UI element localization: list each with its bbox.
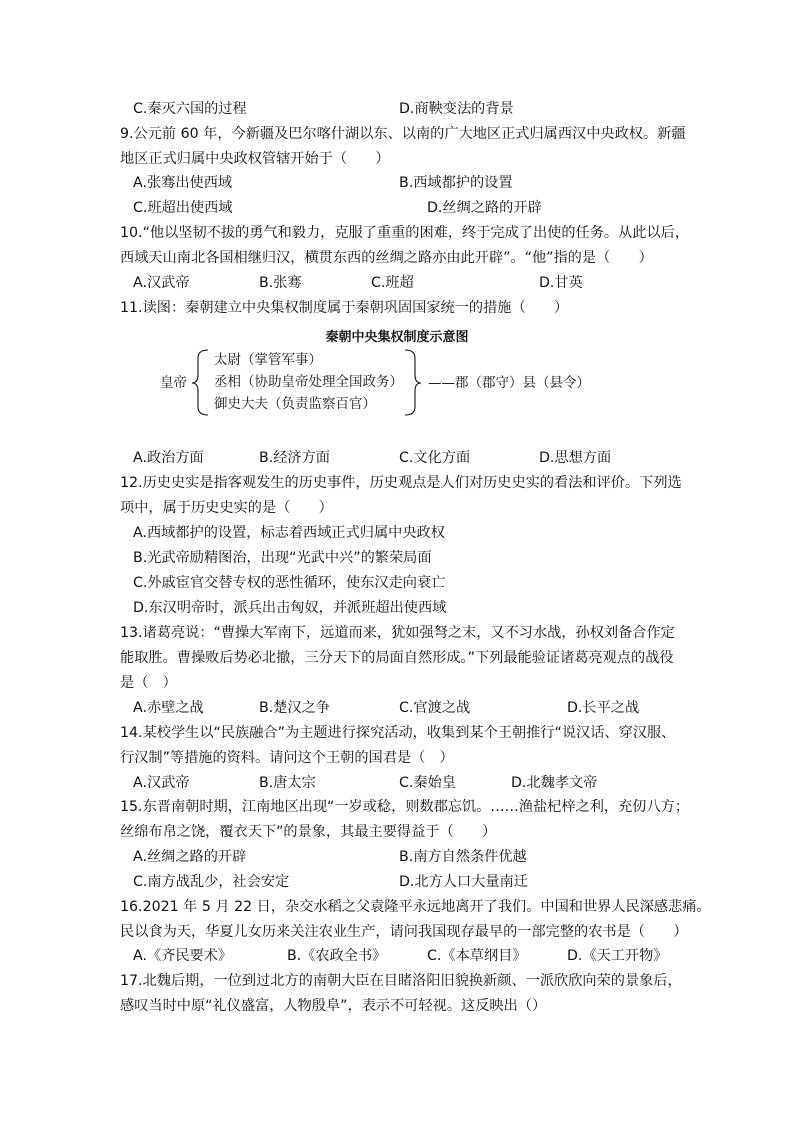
q10-stem-line1: 10.“他以坚韧不拔的勇气和毅力，克服了重重的困难，终于完成了出使的任务。从此以后， xyxy=(120,225,690,241)
q11-diagram-title: 秦朝中央集权制度示意图 xyxy=(325,330,469,345)
q12-option-c: C.外戚宦官交替专权的恶性循环，使东汉走向衰亡 xyxy=(133,575,446,591)
q11-official-chengxiang: 丞相（协助皇帝处理全国政务） xyxy=(214,374,403,390)
q15-option-d: D.北方人口大量南迁 xyxy=(399,874,528,890)
q9-option-d: D.丝绸之路的开辟 xyxy=(427,200,542,216)
q11-diagram-local-admin: ——郡（郡守）县（县令） xyxy=(428,375,590,391)
q11-official-taiwei: 太尉（掌管军事） xyxy=(214,352,322,368)
q16-stem-line2: 民以食为天，华夏儿女历来关注农业生产，请问我国现存最早的一部完整的农书是（ ） xyxy=(120,924,688,940)
q11-stem-line1: 11.读图：秦朝建立中央集权制度属于秦朝巩固国家统一的措施（ ） xyxy=(120,300,569,316)
q14-option-d: D.北魏孝文帝 xyxy=(511,775,598,791)
q11-official-yushidafu: 御史大夫（负责监察百官） xyxy=(214,396,376,412)
q13-stem-line2: 能取胜。曹操败后势必北撤，三分天下的局面自然形成。”下列最能验证诸葛亮观点的战役 xyxy=(120,650,674,666)
q17-stem-line2: 感叹当时中原“礼仪盛富，人物殷阜”，表示不可轻视。这反映出（） xyxy=(120,998,547,1014)
q12-stem-line2: 项中，属于历史史实的是（ ） xyxy=(120,500,333,516)
q13-option-a: A.赤壁之战 xyxy=(133,700,204,716)
q14-option-c: C.秦始皇 xyxy=(399,775,456,791)
q13-stem-line3: 是（ ） xyxy=(120,675,177,691)
q13-option-d: D.长平之战 xyxy=(567,700,640,716)
q15-option-c: C.南方战乱少，社会安定 xyxy=(133,874,290,890)
q16-stem-line1: 16.2021 年 5 月 22 日，杂交水稻之父袁隆平永远地离开了我们。中国和世界人民深感悲痛。 xyxy=(120,899,711,915)
q10-option-d: D.甘英 xyxy=(539,275,583,291)
q10-stem-line2: 西域天山南北各国相继归汉，横贯东西的丝绸之路亦由此开辟”。“他”指的是（ ） xyxy=(120,250,653,266)
q8-option-d: D.商鞅变法的背景 xyxy=(399,101,514,117)
q9-stem-line2: 地区正式归属中央政权管辖开始于（ ） xyxy=(120,151,390,167)
q15-stem-line2: 丝绵布帛之饶，覆衣天下”的景象，其最主要得益于（ ） xyxy=(120,824,497,840)
q9-option-c: C.班超出使西域 xyxy=(133,200,233,216)
q16-option-d: D.《天工开物》 xyxy=(567,948,668,964)
q11-option-a: A.政治方面 xyxy=(133,450,204,466)
q16-option-b: B.《农政全书》 xyxy=(287,948,387,964)
q16-option-a: A.《齐民要术》 xyxy=(133,948,233,964)
q9-stem-line1: 9.公元前 60 年，今新疆及巴尔喀什湖以东、以南的广大地区正式归属西汉中央政权。新疆 xyxy=(120,126,686,142)
q13-option-c: C.官渡之战 xyxy=(399,700,471,716)
q15-stem-line1: 15.东晋南朝时期，江南地区出现“一岁或稔，则数郡忘饥。……渔盐杞梓之利，充仞八方； xyxy=(120,799,690,815)
q14-stem-line1: 14.某校学生以“民族融合”为主题进行探究活动，收集到某个王朝推行“说汉话、穿汉服、 xyxy=(120,725,676,741)
q14-stem-line2: 行汉制”等措施的资料。请问这个王朝的国君是（ ） xyxy=(120,750,454,766)
q12-option-d: D.东汉明帝时，派兵出击匈奴，并派班超出使西域 xyxy=(133,600,447,616)
q13-stem-line1: 13.诸葛亮说：“曹操大军南下，远道而来，犹如强弩之末，又不习水战，孙权刘备合作定 xyxy=(120,625,675,641)
q11-diagram-emperor: 皇帝 xyxy=(160,375,187,391)
q16-option-c: C.《本草纲目》 xyxy=(427,948,527,964)
q9-option-b: B.西域都护的设置 xyxy=(399,175,513,191)
q14-option-b: B.唐太宗 xyxy=(259,775,316,791)
q10-option-c: C.班超 xyxy=(371,275,414,291)
q14-option-a: A.汉武帝 xyxy=(133,775,190,791)
q8-option-c: C.秦灭六国的过程 xyxy=(133,101,247,117)
q11-option-b: B.经济方面 xyxy=(259,450,330,466)
q10-option-a: A.汉武帝 xyxy=(133,275,190,291)
q15-option-a: A.丝绸之路的开辟 xyxy=(133,849,247,865)
q11-option-c: C.文化方面 xyxy=(399,450,471,466)
q13-option-b: B.楚汉之争 xyxy=(259,700,330,716)
q15-option-b: B.南方自然条件优越 xyxy=(399,849,527,865)
q12-option-b: B.光武帝励精图治，出现“光武中兴”的繁荣局面 xyxy=(133,550,432,566)
q12-option-a: A.西域都护的设置，标志着西域正式归属中央政权 xyxy=(133,525,445,541)
q17-stem-line1: 17.北魏后期，一位到过北方的南朝大臣在目睹洛阳旧貌换新颜、一派欣欣向荣的景象后， xyxy=(120,973,682,989)
q10-option-b: B.张骞 xyxy=(259,275,302,291)
q12-stem-line1: 12.历史史实是指客观发生的历史事件，历史观点是人们对历史史实的看法和评价。下列选 xyxy=(120,475,682,491)
q9-option-a: A.张骞出使西域 xyxy=(133,175,233,191)
q11-option-d: D.思想方面 xyxy=(539,450,612,466)
